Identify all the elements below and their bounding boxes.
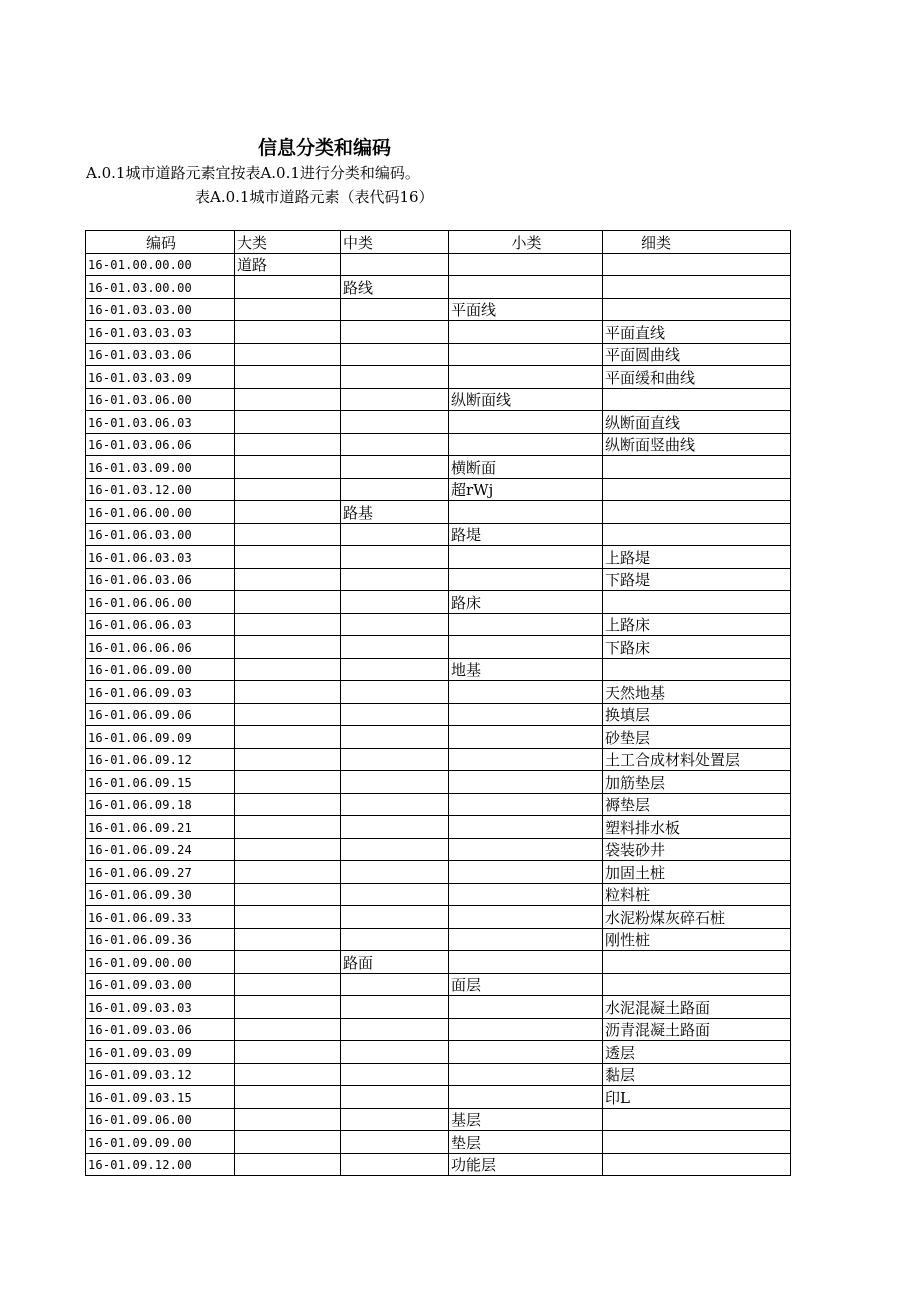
- cell-code: 16-01.06.09.06: [86, 703, 235, 726]
- cell-minor-class: [449, 928, 603, 951]
- table-caption: 表A.0.1城市道路元素（表代码16）: [195, 188, 434, 206]
- cell-minor-class: [449, 1086, 603, 1109]
- cell-detail-class: 透层: [603, 1041, 791, 1064]
- cell-minor-class: 地基: [449, 658, 603, 681]
- cell-medium-class: [341, 928, 449, 951]
- cell-code: 16-01.06.06.06: [86, 636, 235, 659]
- cell-detail-class: 水泥混凝土路面: [603, 996, 791, 1019]
- cell-code: 16-01.06.03.06: [86, 568, 235, 591]
- cell-minor-class: 纵断面线: [449, 388, 603, 411]
- table-row: [86, 1131, 791, 1154]
- header-detail-class: 细类: [603, 231, 791, 254]
- cell-code: 16-01.06.09.12: [86, 748, 235, 771]
- cell-detail-class: [603, 253, 791, 276]
- cell-major-class: [235, 568, 341, 591]
- table-row: [86, 658, 791, 681]
- cell-code: 16-01.09.03.00: [86, 973, 235, 996]
- cell-major-class: [235, 366, 341, 389]
- table-row: [86, 478, 791, 501]
- cell-medium-class: [341, 1086, 449, 1109]
- cell-major-class: [235, 861, 341, 884]
- cell-major-class: [235, 681, 341, 704]
- cell-detail-class: 土工合成材料处置层: [603, 748, 791, 771]
- cell-detail-class: 下路堤: [603, 568, 791, 591]
- table-row: [86, 366, 791, 389]
- cell-medium-class: [341, 546, 449, 569]
- cell-major-class: [235, 433, 341, 456]
- cell-minor-class: [449, 906, 603, 929]
- cell-code: 16-01.06.00.00: [86, 501, 235, 524]
- cell-major-class: [235, 501, 341, 524]
- cell-detail-class: 粒料桩: [603, 883, 791, 906]
- cell-detail-class: 上路堤: [603, 546, 791, 569]
- cell-major-class: [235, 996, 341, 1019]
- cell-code: 16-01.03.09.00: [86, 456, 235, 479]
- cell-code: 16-01.09.12.00: [86, 1153, 235, 1176]
- cell-code: 16-01.09.03.15: [86, 1086, 235, 1109]
- cell-major-class: [235, 883, 341, 906]
- cell-code: 16-01.06.09.18: [86, 793, 235, 816]
- table-row: [86, 726, 791, 749]
- cell-minor-class: 基层: [449, 1108, 603, 1131]
- cell-detail-class: [603, 951, 791, 974]
- cell-minor-class: [449, 883, 603, 906]
- cell-detail-class: 平面直线: [603, 321, 791, 344]
- cell-detail-class: 加筋垫层: [603, 771, 791, 794]
- cell-code: 16-01.03.12.00: [86, 478, 235, 501]
- header-minor-class: 小类: [449, 231, 603, 254]
- cell-code: 16-01.06.09.15: [86, 771, 235, 794]
- cell-detail-class: 褥垫层: [603, 793, 791, 816]
- cell-code: 16-01.06.09.24: [86, 838, 235, 861]
- cell-minor-class: [449, 771, 603, 794]
- cell-minor-class: [449, 681, 603, 704]
- table-row: [86, 996, 791, 1019]
- cell-medium-class: [341, 861, 449, 884]
- table-row: [86, 1063, 791, 1086]
- cell-medium-class: [341, 793, 449, 816]
- header-medium-class: 中类: [341, 231, 449, 254]
- cell-major-class: [235, 906, 341, 929]
- cell-major-class: [235, 546, 341, 569]
- cell-minor-class: [449, 703, 603, 726]
- cell-code: 16-01.06.09.30: [86, 883, 235, 906]
- cell-detail-class: [603, 591, 791, 614]
- cell-medium-class: [341, 973, 449, 996]
- cell-medium-class: 路基: [341, 501, 449, 524]
- cell-code: 16-01.06.09.36: [86, 928, 235, 951]
- table-row: [86, 321, 791, 344]
- cell-major-class: [235, 658, 341, 681]
- cell-major-class: [235, 1018, 341, 1041]
- cell-minor-class: 超rWj: [449, 478, 603, 501]
- cell-major-class: [235, 343, 341, 366]
- cell-major-class: [235, 793, 341, 816]
- cell-minor-class: 平面线: [449, 298, 603, 321]
- table-row: [86, 636, 791, 659]
- cell-medium-class: [341, 816, 449, 839]
- cell-minor-class: 路床: [449, 591, 603, 614]
- cell-code: 16-01.06.09.03: [86, 681, 235, 704]
- cell-detail-class: [603, 478, 791, 501]
- cell-code: 16-01.00.00.00: [86, 253, 235, 276]
- cell-minor-class: 功能层: [449, 1153, 603, 1176]
- table-row: [86, 928, 791, 951]
- cell-code: 16-01.06.09.33: [86, 906, 235, 929]
- cell-medium-class: [341, 591, 449, 614]
- table-row: [86, 973, 791, 996]
- cell-code: 16-01.06.09.09: [86, 726, 235, 749]
- cell-detail-class: 沥青混凝土路面: [603, 1018, 791, 1041]
- table-row: [86, 816, 791, 839]
- cell-medium-class: [341, 681, 449, 704]
- cell-medium-class: [341, 298, 449, 321]
- cell-medium-class: 路面: [341, 951, 449, 974]
- table-row: [86, 523, 791, 546]
- cell-minor-class: [449, 366, 603, 389]
- table-row: [86, 388, 791, 411]
- table-row: [86, 703, 791, 726]
- cell-major-class: [235, 1153, 341, 1176]
- cell-medium-class: [341, 883, 449, 906]
- cell-code: 16-01.03.06.00: [86, 388, 235, 411]
- cell-minor-class: [449, 1018, 603, 1041]
- cell-medium-class: [341, 343, 449, 366]
- cell-detail-class: 平面圆曲线: [603, 343, 791, 366]
- cell-medium-class: [341, 411, 449, 434]
- cell-minor-class: 路堤: [449, 523, 603, 546]
- cell-minor-class: 面层: [449, 973, 603, 996]
- cell-minor-class: [449, 501, 603, 524]
- cell-detail-class: 下路床: [603, 636, 791, 659]
- cell-major-class: [235, 411, 341, 434]
- cell-major-class: [235, 1131, 341, 1154]
- cell-detail-class: 上路床: [603, 613, 791, 636]
- cell-medium-class: [341, 658, 449, 681]
- table-row: [86, 838, 791, 861]
- cell-detail-class: 黏层: [603, 1063, 791, 1086]
- cell-detail-class: 纵断面竖曲线: [603, 433, 791, 456]
- cell-code: 16-01.03.03.00: [86, 298, 235, 321]
- cell-detail-class: 换填层: [603, 703, 791, 726]
- table-row: [86, 1108, 791, 1131]
- table-row: [86, 681, 791, 704]
- cell-code: 16-01.03.03.09: [86, 366, 235, 389]
- cell-minor-class: [449, 996, 603, 1019]
- table-row: [86, 546, 791, 569]
- cell-medium-class: [341, 388, 449, 411]
- cell-detail-class: [603, 298, 791, 321]
- cell-major-class: [235, 973, 341, 996]
- cell-detail-class: [603, 1153, 791, 1176]
- cell-minor-class: [449, 568, 603, 591]
- table-row: [86, 456, 791, 479]
- cell-detail-class: 天然地基: [603, 681, 791, 704]
- cell-minor-class: [449, 321, 603, 344]
- cell-code: 16-01.09.03.06: [86, 1018, 235, 1041]
- cell-minor-class: [449, 433, 603, 456]
- cell-medium-class: [341, 771, 449, 794]
- cell-medium-class: [341, 478, 449, 501]
- cell-code: 16-01.06.06.00: [86, 591, 235, 614]
- cell-code: 16-01.09.03.03: [86, 996, 235, 1019]
- table-row: [86, 861, 791, 884]
- table-row: [86, 276, 791, 299]
- cell-medium-class: [341, 1108, 449, 1131]
- cell-detail-class: [603, 523, 791, 546]
- cell-code: 16-01.06.09.27: [86, 861, 235, 884]
- table-row: [86, 1153, 791, 1176]
- cell-detail-class: [603, 1131, 791, 1154]
- cell-minor-class: [449, 636, 603, 659]
- cell-detail-class: 刚性桩: [603, 928, 791, 951]
- table-row: [86, 1086, 791, 1109]
- cell-medium-class: [341, 613, 449, 636]
- cell-medium-class: [341, 253, 449, 276]
- cell-major-class: [235, 1041, 341, 1064]
- cell-major-class: [235, 456, 341, 479]
- cell-minor-class: [449, 343, 603, 366]
- table-header-row: [86, 231, 791, 254]
- cell-major-class: [235, 951, 341, 974]
- cell-medium-class: [341, 1131, 449, 1154]
- cell-code: 16-01.03.00.00: [86, 276, 235, 299]
- cell-major-class: [235, 726, 341, 749]
- table-row: [86, 613, 791, 636]
- cell-major-class: [235, 298, 341, 321]
- cell-detail-class: [603, 973, 791, 996]
- document-title: 信息分类和编码: [258, 137, 392, 159]
- cell-medium-class: [341, 1153, 449, 1176]
- cell-major-class: [235, 613, 341, 636]
- cell-major-class: [235, 478, 341, 501]
- cell-detail-class: 纵断面直线: [603, 411, 791, 434]
- cell-medium-class: [341, 433, 449, 456]
- table-row: [86, 591, 791, 614]
- cell-medium-class: [341, 1063, 449, 1086]
- table-row: [86, 771, 791, 794]
- cell-major-class: 道路: [235, 253, 341, 276]
- cell-detail-class: 水泥粉煤灰碎石桩: [603, 906, 791, 929]
- cell-code: 16-01.03.03.03: [86, 321, 235, 344]
- cell-minor-class: [449, 726, 603, 749]
- table-row: [86, 793, 791, 816]
- cell-detail-class: [603, 658, 791, 681]
- cell-medium-class: [341, 838, 449, 861]
- cell-major-class: [235, 591, 341, 614]
- cell-minor-class: [449, 1041, 603, 1064]
- cell-detail-class: [603, 501, 791, 524]
- cell-medium-class: [341, 996, 449, 1019]
- cell-code: 16-01.03.03.06: [86, 343, 235, 366]
- cell-medium-class: [341, 568, 449, 591]
- cell-code: 16-01.06.03.03: [86, 546, 235, 569]
- cell-medium-class: 路线: [341, 276, 449, 299]
- cell-code: 16-01.09.03.09: [86, 1041, 235, 1064]
- cell-minor-class: [449, 748, 603, 771]
- cell-code: 16-01.09.09.00: [86, 1131, 235, 1154]
- cell-minor-class: [449, 276, 603, 299]
- cell-detail-class: 塑料排水板: [603, 816, 791, 839]
- cell-medium-class: [341, 636, 449, 659]
- cell-code: 16-01.09.06.00: [86, 1108, 235, 1131]
- table-body: [86, 253, 791, 1176]
- cell-detail-class: 加固土桩: [603, 861, 791, 884]
- cell-detail-class: 印L: [603, 1086, 791, 1109]
- table-row: [86, 253, 791, 276]
- cell-detail-class: 砂垫层: [603, 726, 791, 749]
- cell-medium-class: [341, 1018, 449, 1041]
- cell-medium-class: [341, 1041, 449, 1064]
- cell-medium-class: [341, 321, 449, 344]
- cell-detail-class: [603, 456, 791, 479]
- table-row: [86, 298, 791, 321]
- cell-code: 16-01.06.09.21: [86, 816, 235, 839]
- cell-major-class: [235, 748, 341, 771]
- table-row: [86, 951, 791, 974]
- cell-detail-class: [603, 388, 791, 411]
- cell-major-class: [235, 816, 341, 839]
- cell-detail-class: [603, 1108, 791, 1131]
- cell-major-class: [235, 1086, 341, 1109]
- header-code: 编码: [86, 231, 235, 254]
- table-row: [86, 411, 791, 434]
- table-row: [86, 1018, 791, 1041]
- cell-major-class: [235, 388, 341, 411]
- cell-code: 16-01.09.00.00: [86, 951, 235, 974]
- cell-medium-class: [341, 748, 449, 771]
- cell-minor-class: [449, 1063, 603, 1086]
- cell-code: 16-01.06.09.00: [86, 658, 235, 681]
- cell-minor-class: [449, 546, 603, 569]
- table-row: [86, 748, 791, 771]
- intro-paragraph: A.0.1城市道路元素宜按表A.0.1进行分类和编码。: [86, 164, 420, 182]
- table-row: [86, 433, 791, 456]
- header-major-class: 大类: [235, 231, 341, 254]
- cell-code: 16-01.03.06.03: [86, 411, 235, 434]
- table-row: [86, 883, 791, 906]
- table-row: [86, 501, 791, 524]
- cell-major-class: [235, 523, 341, 546]
- table-row: [86, 343, 791, 366]
- cell-minor-class: [449, 838, 603, 861]
- cell-detail-class: 平面缓和曲线: [603, 366, 791, 389]
- classification-table: [85, 230, 791, 1176]
- cell-code: 16-01.09.03.12: [86, 1063, 235, 1086]
- cell-major-class: [235, 928, 341, 951]
- table-row: [86, 906, 791, 929]
- cell-medium-class: [341, 366, 449, 389]
- cell-major-class: [235, 321, 341, 344]
- cell-medium-class: [341, 523, 449, 546]
- cell-detail-class: [603, 276, 791, 299]
- cell-code: 16-01.06.03.00: [86, 523, 235, 546]
- cell-minor-class: [449, 816, 603, 839]
- cell-minor-class: [449, 411, 603, 434]
- cell-minor-class: [449, 613, 603, 636]
- cell-code: 16-01.03.06.06: [86, 433, 235, 456]
- cell-medium-class: [341, 456, 449, 479]
- table-row: [86, 568, 791, 591]
- cell-medium-class: [341, 703, 449, 726]
- cell-major-class: [235, 1108, 341, 1131]
- cell-major-class: [235, 838, 341, 861]
- cell-code: 16-01.06.06.03: [86, 613, 235, 636]
- cell-major-class: [235, 703, 341, 726]
- cell-major-class: [235, 771, 341, 794]
- table-row: [86, 1041, 791, 1064]
- cell-minor-class: [449, 253, 603, 276]
- cell-minor-class: [449, 861, 603, 884]
- cell-medium-class: [341, 726, 449, 749]
- cell-minor-class: [449, 793, 603, 816]
- cell-minor-class: 垫层: [449, 1131, 603, 1154]
- cell-major-class: [235, 276, 341, 299]
- cell-detail-class: 袋装砂井: [603, 838, 791, 861]
- cell-major-class: [235, 1063, 341, 1086]
- cell-minor-class: [449, 951, 603, 974]
- cell-major-class: [235, 636, 341, 659]
- cell-minor-class: 横断面: [449, 456, 603, 479]
- cell-medium-class: [341, 906, 449, 929]
